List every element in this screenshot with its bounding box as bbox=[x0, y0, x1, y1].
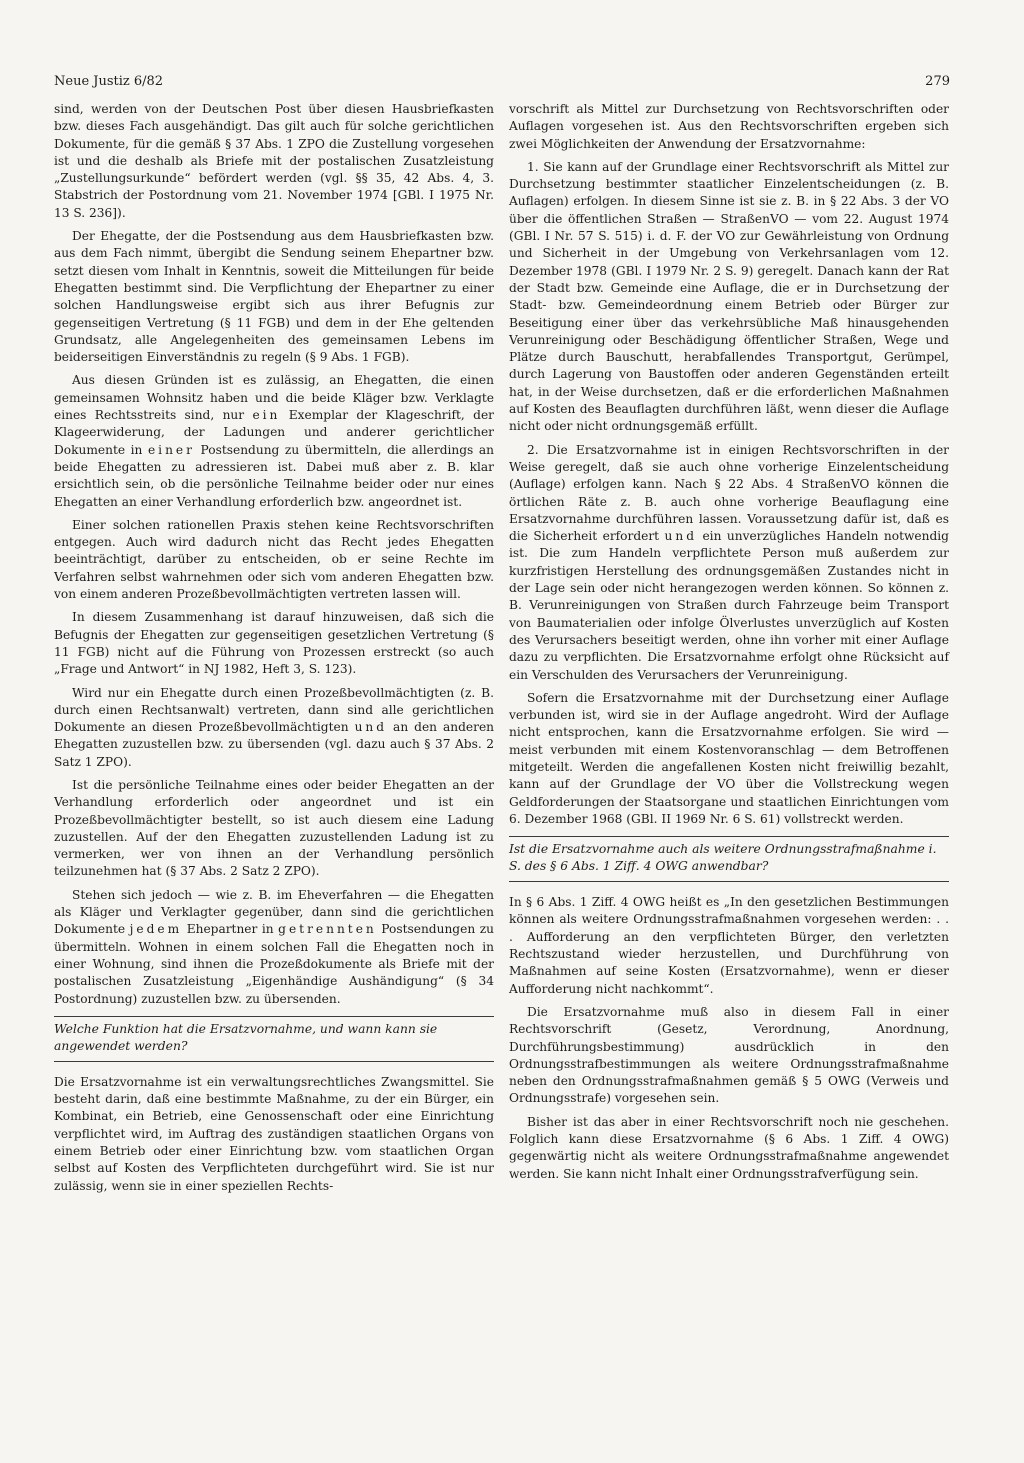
paragraph: In diesem Zusammenhang ist darauf hinzuweisen, daß sich die Befugnis der Ehegatten zur gegenseitigen gesetzlichen Vertretung (§ 11 FGB) nicht auf die Führung von Prozessen erstreckt (so auch „Frage und Antwort“ in NJ 1982, Heft 3, S. 123). bbox=[54, 610, 494, 677]
paragraph: In § 6 Abs. 1 Ziff. 4 OWG heißt es „In den gesetzlichen Bestimmungen können als weitere Ordnungsstrafmaßnahmen vorgesehen werden: . . . Aufforderung an den verpflichteten Bürger, den verletzten Rechtszustand wieder herzustellen, und Durchführung von Maßnahmen auf seine Kosten (Ersatzvornahme), wenn er dieser Aufforderung nicht nachkommt“. bbox=[509, 895, 949, 996]
paragraph: vorschrift als Mittel zur Durchsetzung von Rechtsvorschriften oder Auflagen vorgesehen ist. Aus den Rechtsvorschriften ergeben sich zwei Möglichkeiten der Anwendung der Ersatzvornahme: bbox=[509, 102, 949, 151]
paragraph: Sofern die Ersatzvornahme mit der Durchsetzung einer Auflage verbunden ist, wird sie in der Auflage angedroht. Wird der Auflage nicht entsprochen, kann die Ersatzvornahme erfolgen. Sie wird — meist verbunden mit einem Kostenvoranschlag — dem Betroffenen mitgeteilt. Werden die angefallenen Kosten nicht freiwillig bezahlt, kann auf der Grundlage der VO über die Vollstreckung wegen Geldforderungen der Staatsorgane und staatlichen Einrichtungen vom 6. Dezember 1968 (GBl. II 1969 Nr. 6 S. 61) vollstreckt werden. bbox=[509, 690, 949, 826]
question-underline bbox=[54, 1061, 494, 1062]
paragraph: Wird nur ein Ehegatte durch einen Prozeßbevollmächtigten (z. B. durch einen Rechtsanwalt) vertreten, dann sind alle gerichtlichen Dokumente an diesen Prozeßbevollmächtigten und an den anderen Ehegatten zuzustellen bzw. zu übersenden (vgl. dazu auch § 37 Abs. 2 Satz 1 ZPO). bbox=[54, 685, 495, 769]
spaced-emphasis: und bbox=[354, 720, 388, 735]
left-column bbox=[54, 101, 494, 1201]
page-header bbox=[54, 74, 950, 96]
section-divider bbox=[509, 836, 949, 837]
spaced-emphasis: einer bbox=[147, 442, 195, 457]
paragraph: Die Ersatzvornahme muß also in diesem Fall in einer Rechtsvorschrift (Gesetz, Verordnung, Anordnung, Durchführungsbestimmung) ausdrücklich in den Ordnungsstrafbestimmungen als weitere Ordnungsstrafmaßnahme neben den Ordnungsstrafmaßnahmen gemäß § 5 OWG (Verweis und Ordnungsstrafe) vorgesehen sein. bbox=[509, 1004, 949, 1106]
section-question: Welche Funktion hat die Ersatzvornahme, und wann kann sie angewendet werden? bbox=[54, 1021, 438, 1053]
spaced-emphasis: jedem bbox=[129, 922, 183, 937]
spaced-emphasis: ein bbox=[252, 408, 281, 423]
paragraph: Einer solchen rationellen Praxis stehen keine Rechtsvorschriften entgegen. Auch wird dadurch nicht das Recht jedes Ehegatten beeinträchtigt, darüber zu entscheiden, ob er seine Rechte im Verfahren selbst wahrnehmen oder sich vom anderen Ehegatten bzw. von einem anderen Prozeßbevollmächtigten vertreten lassen will. bbox=[54, 517, 494, 602]
journal-title: Neue Justiz 6/82 bbox=[54, 74, 164, 89]
paragraph: Der Ehegatte, der die Postsendung aus dem Hausbriefkasten bzw. aus dem Fach nimmt, übergibt die Sendung seinem Ehepartner bzw. setzt diesen vom Inhalt in Kenntnis, soweit die Mitteilungen für beide Ehegatten bestimmt sind. Die Verpflichtung der Ehepartner zu einer solchen Handlungsweise ergibt sich aus ihrer Befugnis zur gegenseitigen Vertretung (§ 11 FGB) und dem in der Ehe geltenden Grundsatz, alle Angelegenheiten des gemeinsamen Lebens im beiderseitigen Einverständnis zu regeln (§ 9 Abs. 1 FGB). bbox=[54, 229, 494, 365]
spaced-emphasis: getrennten bbox=[278, 922, 377, 937]
section-question: Ist die Ersatzvornahme auch als weitere Ordnungsstrafmaßnahme i. S. des § 6 Abs. 1 Ziff. 4 OWG anwendbar? bbox=[509, 842, 937, 874]
paragraph: sind, werden von der Deutschen Post über diesen Hausbriefkasten bzw. dieses Fach ausgehändigt. Das gilt auch für solche gerichtlichen Dokumente, für die gemäß § 37 Abs. 1 ZPO die Zustellung vorgesehen ist und die deshalb als Briefe mit der postalischen Zusatzleistung „Zustellungsurkunde“ befördert werden (vgl. §§ 35, 42 Abs. 4, 3. Stabstrich der Postordnung vom 21. November 1974 [GBl. I 1975 Nr. 13 S. 236]). bbox=[54, 102, 494, 220]
paragraph: Stehen sich jedoch — wie z. B. im Eheverfahren — die Ehegatten als Kläger und Verklagter gegenüber, dann sind die gerichtlichen Dokumente jedem Ehepartner in getrennten Postsendungen zu übermitteln. Wohnen in einem solchen Fall die Ehegatten noch in einer Wohnung, sind ihnen die Prozeßdokumente als Briefe mit der postalischen Zusatzleistung „Eigenhändige Aushändigung“ (§ 34 Postordnung) zuzustellen bzw. zu übersenden. bbox=[54, 887, 494, 1006]
paragraph: Aus diesen Gründen ist es zulässig, an Ehegatten, die einen gemeinsamen Wohnsitz haben und die beide Kläger bzw. Verklagte eines Rechtsstreits sind, nur ein Exemplar der Klageschrift, der Klageerwiderung, der Ladungen und anderer gerichtlicher Dokumente in einer Postsendung zu übermitteln, die allerdings an beide Ehegatten zu adressieren ist. Dabei muß aber z. B. klar ersichtlich sein, ob die persönliche Teilnahme beider oder nur eines Ehegatten an einer Verhandlung erforderlich bzw. angeordnet ist. bbox=[54, 373, 494, 509]
list-item: 1. Sie kann auf der Grundlage einer Rechtsvorschrift als Mittel zur Durchsetzung bestimmter staatlicher Einzelentscheidungen (z. B. Auflagen) erfolgen. In diesem Sinne ist sie z. B. in § 22 Abs. 3 der VO über die öffentlichen Straßen — StraßenVO — vom 22. August 1974 (GBl. I Nr. 57 S. 515) i. d. F. der VO zur Gewährleistung von Ordnung und Sicherheit in der Umgebung von Verkehrsanlagen vom 12. Dezember 1978 (GBl. I 1979 Nr. 2 S. 9) geregelt. Danach kann der Rat der Stadt bzw. Gemeinde eine Auflage, die er in Durchsetzung der Stadt- bzw. Gemeindeordnung einem Betrieb oder Bürger zur Beseitigung einer über das verkehrsübliche Maß hinausgehenden Verunreinigung oder Beschädigung öffentlicher Straßen, Wege und Plätze durch Bauschutt, herabfallendes Transportgut, Gerümpel, durch Lagerung von Baustoffen oder anderen Gegenständen erteilt hat, in der Weise durchsetzen, daß er die erforderlichen Maßnahmen auf Kosten des Beauflagten durchführen läßt, wenn dieser die Auflage nicht oder nicht ordnungsgemäß erfüllt. bbox=[509, 159, 949, 434]
question-underline bbox=[509, 881, 949, 882]
section-divider bbox=[54, 1016, 494, 1017]
right-column bbox=[509, 101, 949, 1189]
paragraph: Bisher ist das aber in einer Rechtsvorschrift noch nie geschehen. Folglich kann diese Ersatzvornahme (§ 6 Abs. 1 Ziff. 4 OWG) gegenwärtig nicht als weitere Ordnungsstrafmaßnahme angewendet werden. Sie kann nicht Inhalt einer Ordnungsstrafverfügung sein. bbox=[509, 1114, 949, 1181]
spaced-emphasis: und bbox=[664, 529, 698, 544]
list-item: 2. Die Ersatzvornahme ist in einigen Rechtsvorschriften in der Weise geregelt, daß sie auch ohne vorherige Einzelentscheidung (Auflage) erfolgen kann. Nach § 22 Abs. 4 StraßenVO können die örtlichen Räte z. B. auch ohne vorherige Beauflagung eine Ersatzvornahme durchführen lassen. Voraussetzung dafür ist, daß es die Sicherheit erfordert und ein unverzügliches Handeln notwendig ist. Die zum Handeln verpflichtete Person muß außerdem zur kurzfristigen Herstellung des ordnungsgemäßen Zustandes nicht in der Lage sein oder nicht herangezogen werden können. So können z. B. Verunreinigungen von Straßen durch Fahrzeuge beim Transport von Baumaterialien oder infolge Ölverlustes unverzüglich auf Kosten des Verursachers beseitigt werden, ohne ihn vorher mit einer Auflage dazu zu verpflichten. Die Ersatzvornahme erfolgt ohne Rücksicht auf ein Verschulden des Verursachers der Verunreinigung. bbox=[509, 442, 949, 682]
paragraph: Ist die persönliche Teilnahme eines oder beider Ehegatten an der Verhandlung erforderlich oder angeordnet und ist ein Prozeßbevollmächtigter bestellt, so ist auch diesem eine Ladung zuzustellen. Auf der den Ehegatten zuzustellenden Ladung ist zu vermerken, wer von ihnen an der Verhandlung persönlich teilzunehmen hat (§ 37 Abs. 2 Satz 2 ZPO). bbox=[54, 777, 494, 879]
page-number: 279 bbox=[925, 74, 950, 89]
paragraph: Die Ersatzvornahme ist ein verwaltungsrechtliches Zwangsmittel. Sie besteht darin, daß eine bestimmte Maßnahme, zu der ein Bürger, ein Kombinat, ein Betrieb, eine Genossenschaft oder eine Einrichtung verpflichtet wird, im Auftrag des zuständigen staatlichen Organs von einem Betrieb oder einer Einrichtung bzw. vom staatlichen Organ selbst auf Kosten des Verpflichteten durchgeführt wird. Sie ist nur zulässig, wenn sie in einer speziellen Rechts- bbox=[54, 1074, 494, 1193]
